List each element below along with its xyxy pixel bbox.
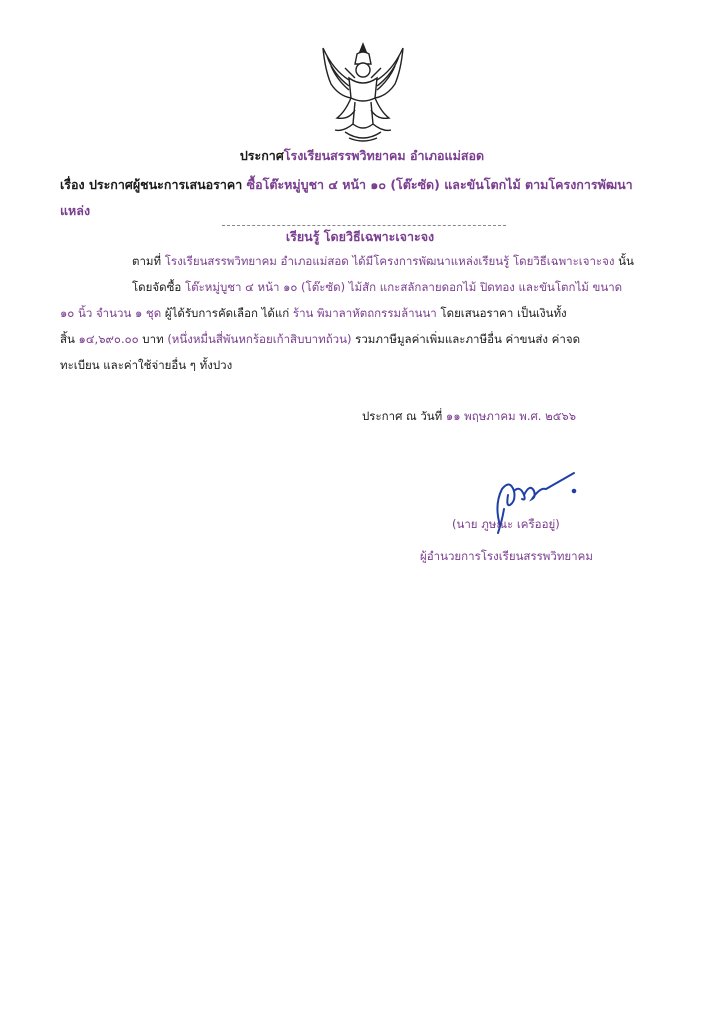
page-title <box>0 146 724 166</box>
announce-label: ประกาศ ณ วันที่ <box>362 409 446 423</box>
body-text <box>60 248 660 378</box>
body-text-span: บาท <box>138 332 168 346</box>
body-text-span: รวมภาษีมูลค่าเพิ่มและภาษีอื่น ค่าขนส่ง ค่าจด <box>351 332 581 346</box>
body-text-span: โดยเสนอราคา เป็นเงินทั้ง <box>436 306 567 320</box>
garuda-emblem-icon <box>315 40 411 144</box>
signatory-name: (นาย ภูษณะ เครืออยู่) <box>452 517 560 531</box>
body-text-span: นั้น <box>614 254 634 268</box>
body-item: โต๊ะหมู่บูชา ๔ หน้า ๑๐ (โต๊ะซัด) ไม้สัก แกะสลักลายดอกไม้ ปิดทอง และขันโตกไม้ ขนาด <box>184 280 623 294</box>
body-line-2 <box>60 274 660 300</box>
body-vendor: ร้าน พิมาลาหัตถกรรมล้านนา <box>292 306 437 320</box>
body-line-4 <box>60 326 660 352</box>
body-project: ได้มีโครงการพัฒนาแหล่งเรียนรู้ โดยวิธีเฉพาะเจาะจง <box>348 254 615 268</box>
body-quantity: ๑๐ นิ้ว จำนวน ๑ ชุด <box>60 306 162 320</box>
body-line-3 <box>60 300 660 326</box>
subject <box>60 172 660 250</box>
body-line-5: ทะเบียน และค่าใช้จ่ายอื่น ๆ ทั้งปวง <box>60 358 233 372</box>
body-school: โรงเรียนสรรพวิทยาคม อำเภอแม่สอด <box>164 254 349 268</box>
title-prefix: ประกาศ <box>239 148 284 163</box>
body-text-span: โดยจัดซื้อ <box>132 280 185 294</box>
divider <box>222 225 506 226</box>
subject-line2: เรียนรู้ โดยวิธีเฉพาะเจาะจง <box>285 229 435 244</box>
announcement-date <box>362 408 576 426</box>
title-organization: โรงเรียนสรรพวิทยาคม อำเภอแม่สอด <box>283 148 485 163</box>
subject-label: เรื่อง ประกาศผู้ชนะการเสนอราคา <box>60 177 247 192</box>
body-amount-words: (หนึ่งหมื่นสี่พันหกร้อยเก้าสิบบาทถ้วน) <box>167 332 352 346</box>
body-text-span: ผู้ได้รับการคัดเลือก ได้แก่ <box>161 306 293 320</box>
body-line-1 <box>60 248 660 274</box>
body-text-span: สิ้น <box>60 332 79 346</box>
body-amount: ๑๔,๖๙๐.๐๐ <box>78 332 139 346</box>
announce-date: ๑๑ พฤษภาคม พ.ศ. ๒๕๖๖ <box>445 409 576 423</box>
signatory-position: ผู้อำนวยการโรงเรียนสรรพวิทยาคม <box>420 549 593 563</box>
body-text-span: ตามที่ <box>132 254 165 268</box>
subject-item: ซื้อโต๊ะหมู่บูชา ๔ หน้า ๑๐ (โต๊ะซัด) และขันโตกไม้ ตามโครงการพัฒนาแหล่ง <box>60 177 633 218</box>
